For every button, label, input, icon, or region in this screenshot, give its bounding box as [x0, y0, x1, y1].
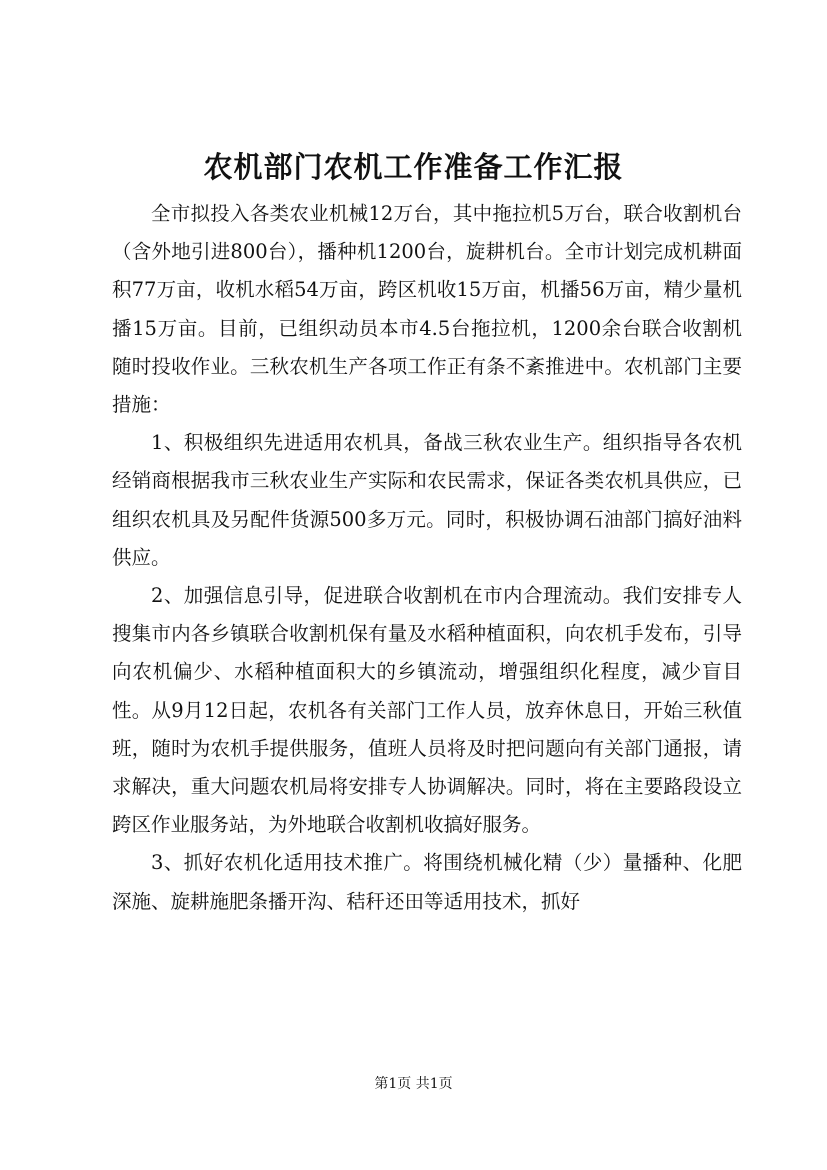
paragraph-intro: 全市拟投入各类农业机械12万台，其中拖拉机5万台，联合收割机台（含外地引进800台），播种机1200台，旋耕机台。全市计划完成机耕面积77万亩，收机水稻54万亩，跨区机收15万亩，机播56万亩，精少量机播15万亩。目前，已组织动员本市4.5台拖拉机，1200余台联合收割机随时投收作业。三秋农机生产各项工作正有条不紊推进中。农机部门主要措施： — [112, 202, 742, 417]
document-body — [112, 195, 742, 921]
paragraph-measure-3: 3、抓好农机化适用技术推广。将围绕机械化精（少）量播种、化肥深施、旋耕施肥条播开沟、秸秆还田等适用技术，抓好 — [112, 851, 742, 913]
document-title: 农机部门农机工作准备工作汇报 — [203, 150, 624, 184]
page-number-footer: 第1页 共1页 — [374, 1076, 453, 1092]
paragraph-measure-2: 2、加强信息引导，促进联合收割机在市内合理流动。我们安排专人搜集市内各乡镇联合收割机保有量及水稻种植面积，向农机手发布，引导向农机偏少、水稻种植面积大的乡镇流动，增强组织化程度，减少盲目性。从9月12日起，农机各有关部门工作人员，放弃休息日，开始三秋值班，随时为农机手提供服务，值班人员将及时把问题向有关部门通报，请求解决，重大问题农机局将安排专人协调解决。同时，将在主要路段设立跨区作业服务站，为外地联合收割机收搞好服务。 — [112, 584, 742, 837]
paragraph-measure-1: 1、积极组织先进适用农机具，备战三秋农业生产。组织指导各农机经销商根据我市三秋农业生产实际和农民需求，保证各类农机具供应，已组织农机具及另配件货源500多万元。同时，积极协调石油部门搞好油料供应。 — [112, 431, 742, 569]
